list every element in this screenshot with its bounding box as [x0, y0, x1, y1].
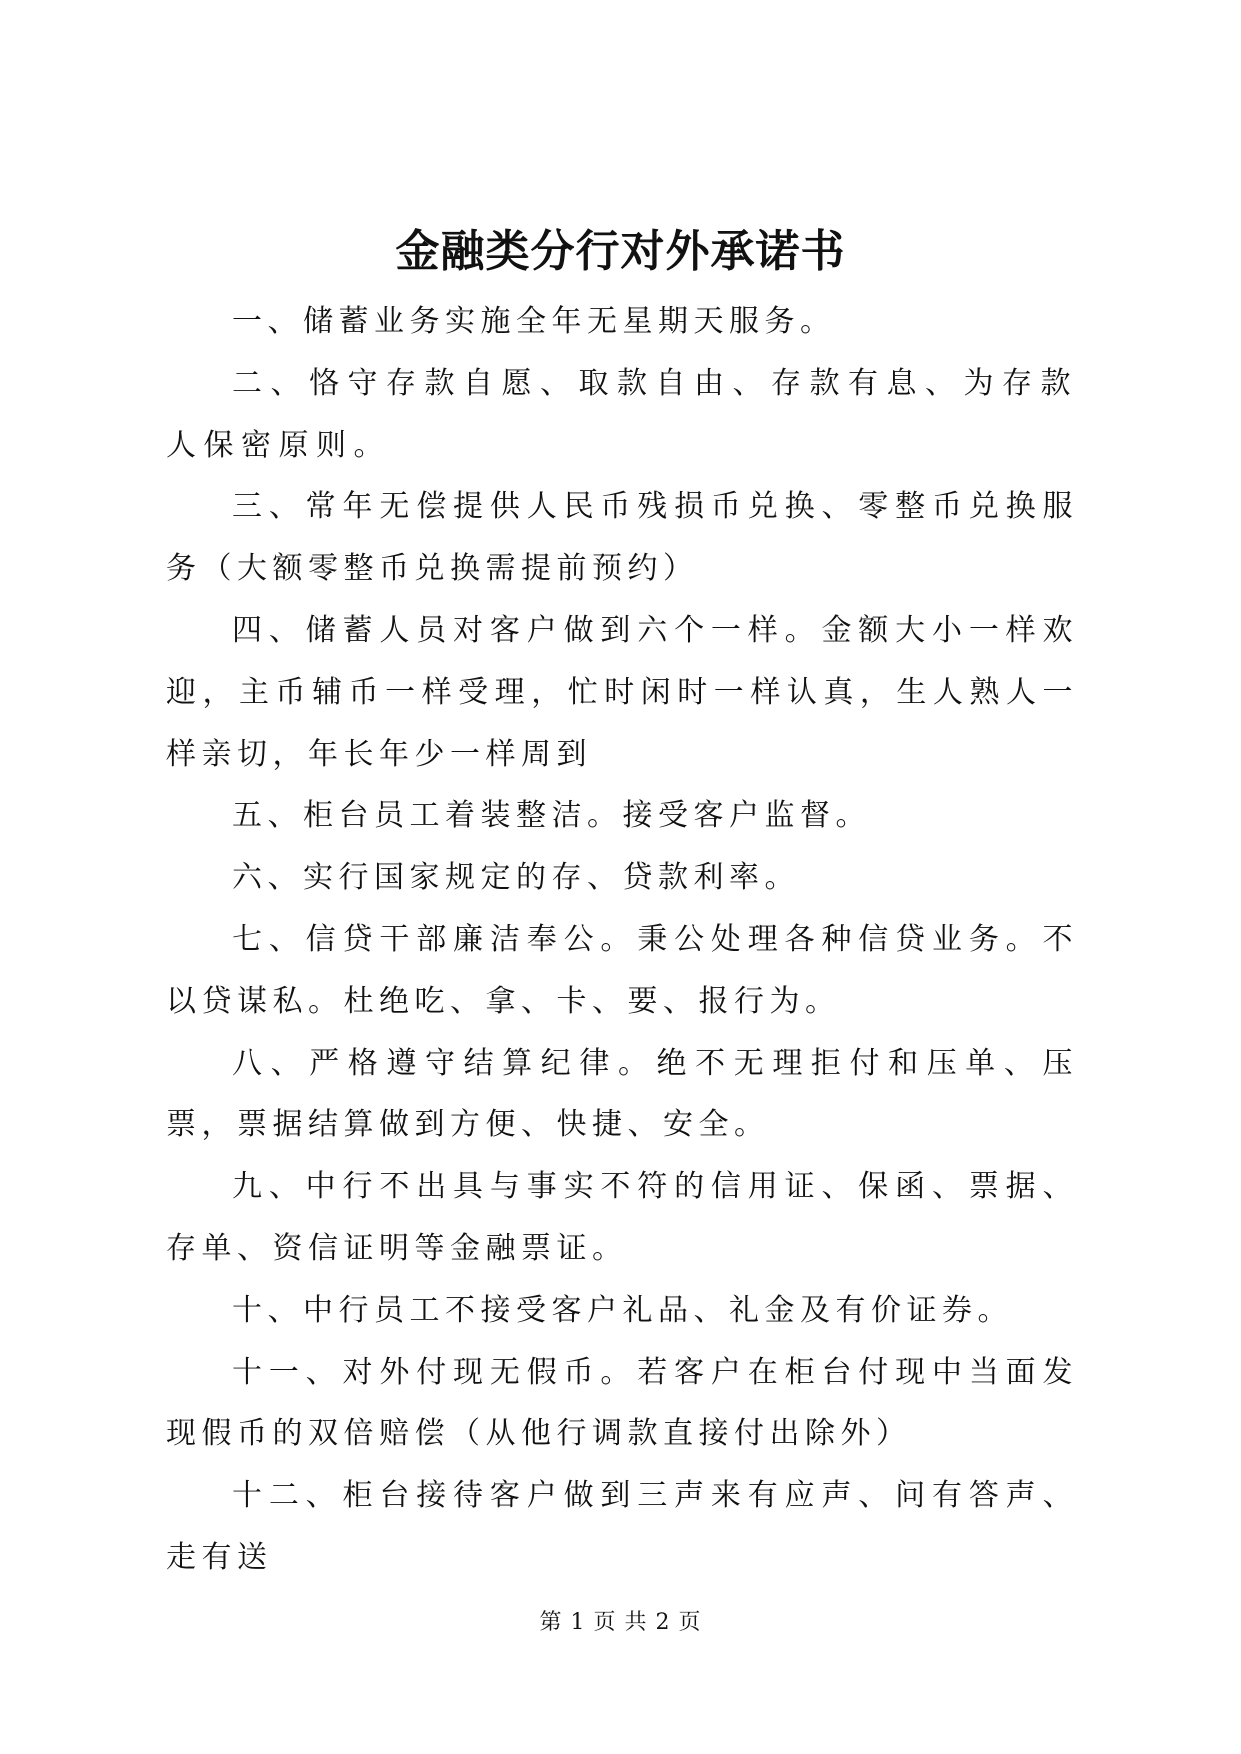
paragraph: 十一、对外付现无假币。若客户在柜台付现中当面发现假币的双倍赔偿（从他行调款直接付出除外）: [166, 1354, 1078, 1452]
page-footer: 第 1 页 共 2 页: [539, 1610, 702, 1635]
paragraph: 三、常年无偿提供人民币残损币兑换、零整币兑换服务（大额零整币兑换需提前预约）: [166, 489, 1078, 587]
paragraph: 五、柜台员工着装整洁。接受客户监督。: [232, 798, 871, 834]
paragraph: 七、信贷干部廉洁奉公。秉公处理各种信贷业务。不以贷谋私。杜绝吃、拿、卡、要、报行为。: [166, 921, 1078, 1019]
paragraph: 九、中行不出具与事实不符的信用证、保函、票据、存单、资信证明等金融票证。: [166, 1169, 1078, 1266]
document-body: [166, 291, 1078, 1589]
paragraph: 一、储蓄业务实施全年无星期天服务。: [232, 304, 836, 339]
paragraph: 八、严格遵守结算纪律。绝不无理拒付和压单、压票，票据结算做到方便、快捷、安全。: [166, 1045, 1078, 1143]
paragraph: 十二、柜台接待客户做到三声来有应声、问有答声、走有送: [166, 1478, 1078, 1575]
document-title: 金融类分行对外承诺书: [395, 226, 846, 277]
paragraph: 六、实行国家规定的存、贷款利率。: [232, 860, 800, 896]
paragraph: 十、中行员工不接受客户礼品、礼金及有价证券。: [232, 1292, 1013, 1328]
paragraph: 四、储蓄人员对客户做到六个一样。金额大小一样欢迎，主币辅币一样受理，忙时闲时一样认真，生人熟人一样亲切，年长年少一样周到: [166, 612, 1078, 772]
paragraph: 二、恪守存款自愿、取款自由、存款有息、为存款人保密原则。: [166, 365, 1078, 463]
